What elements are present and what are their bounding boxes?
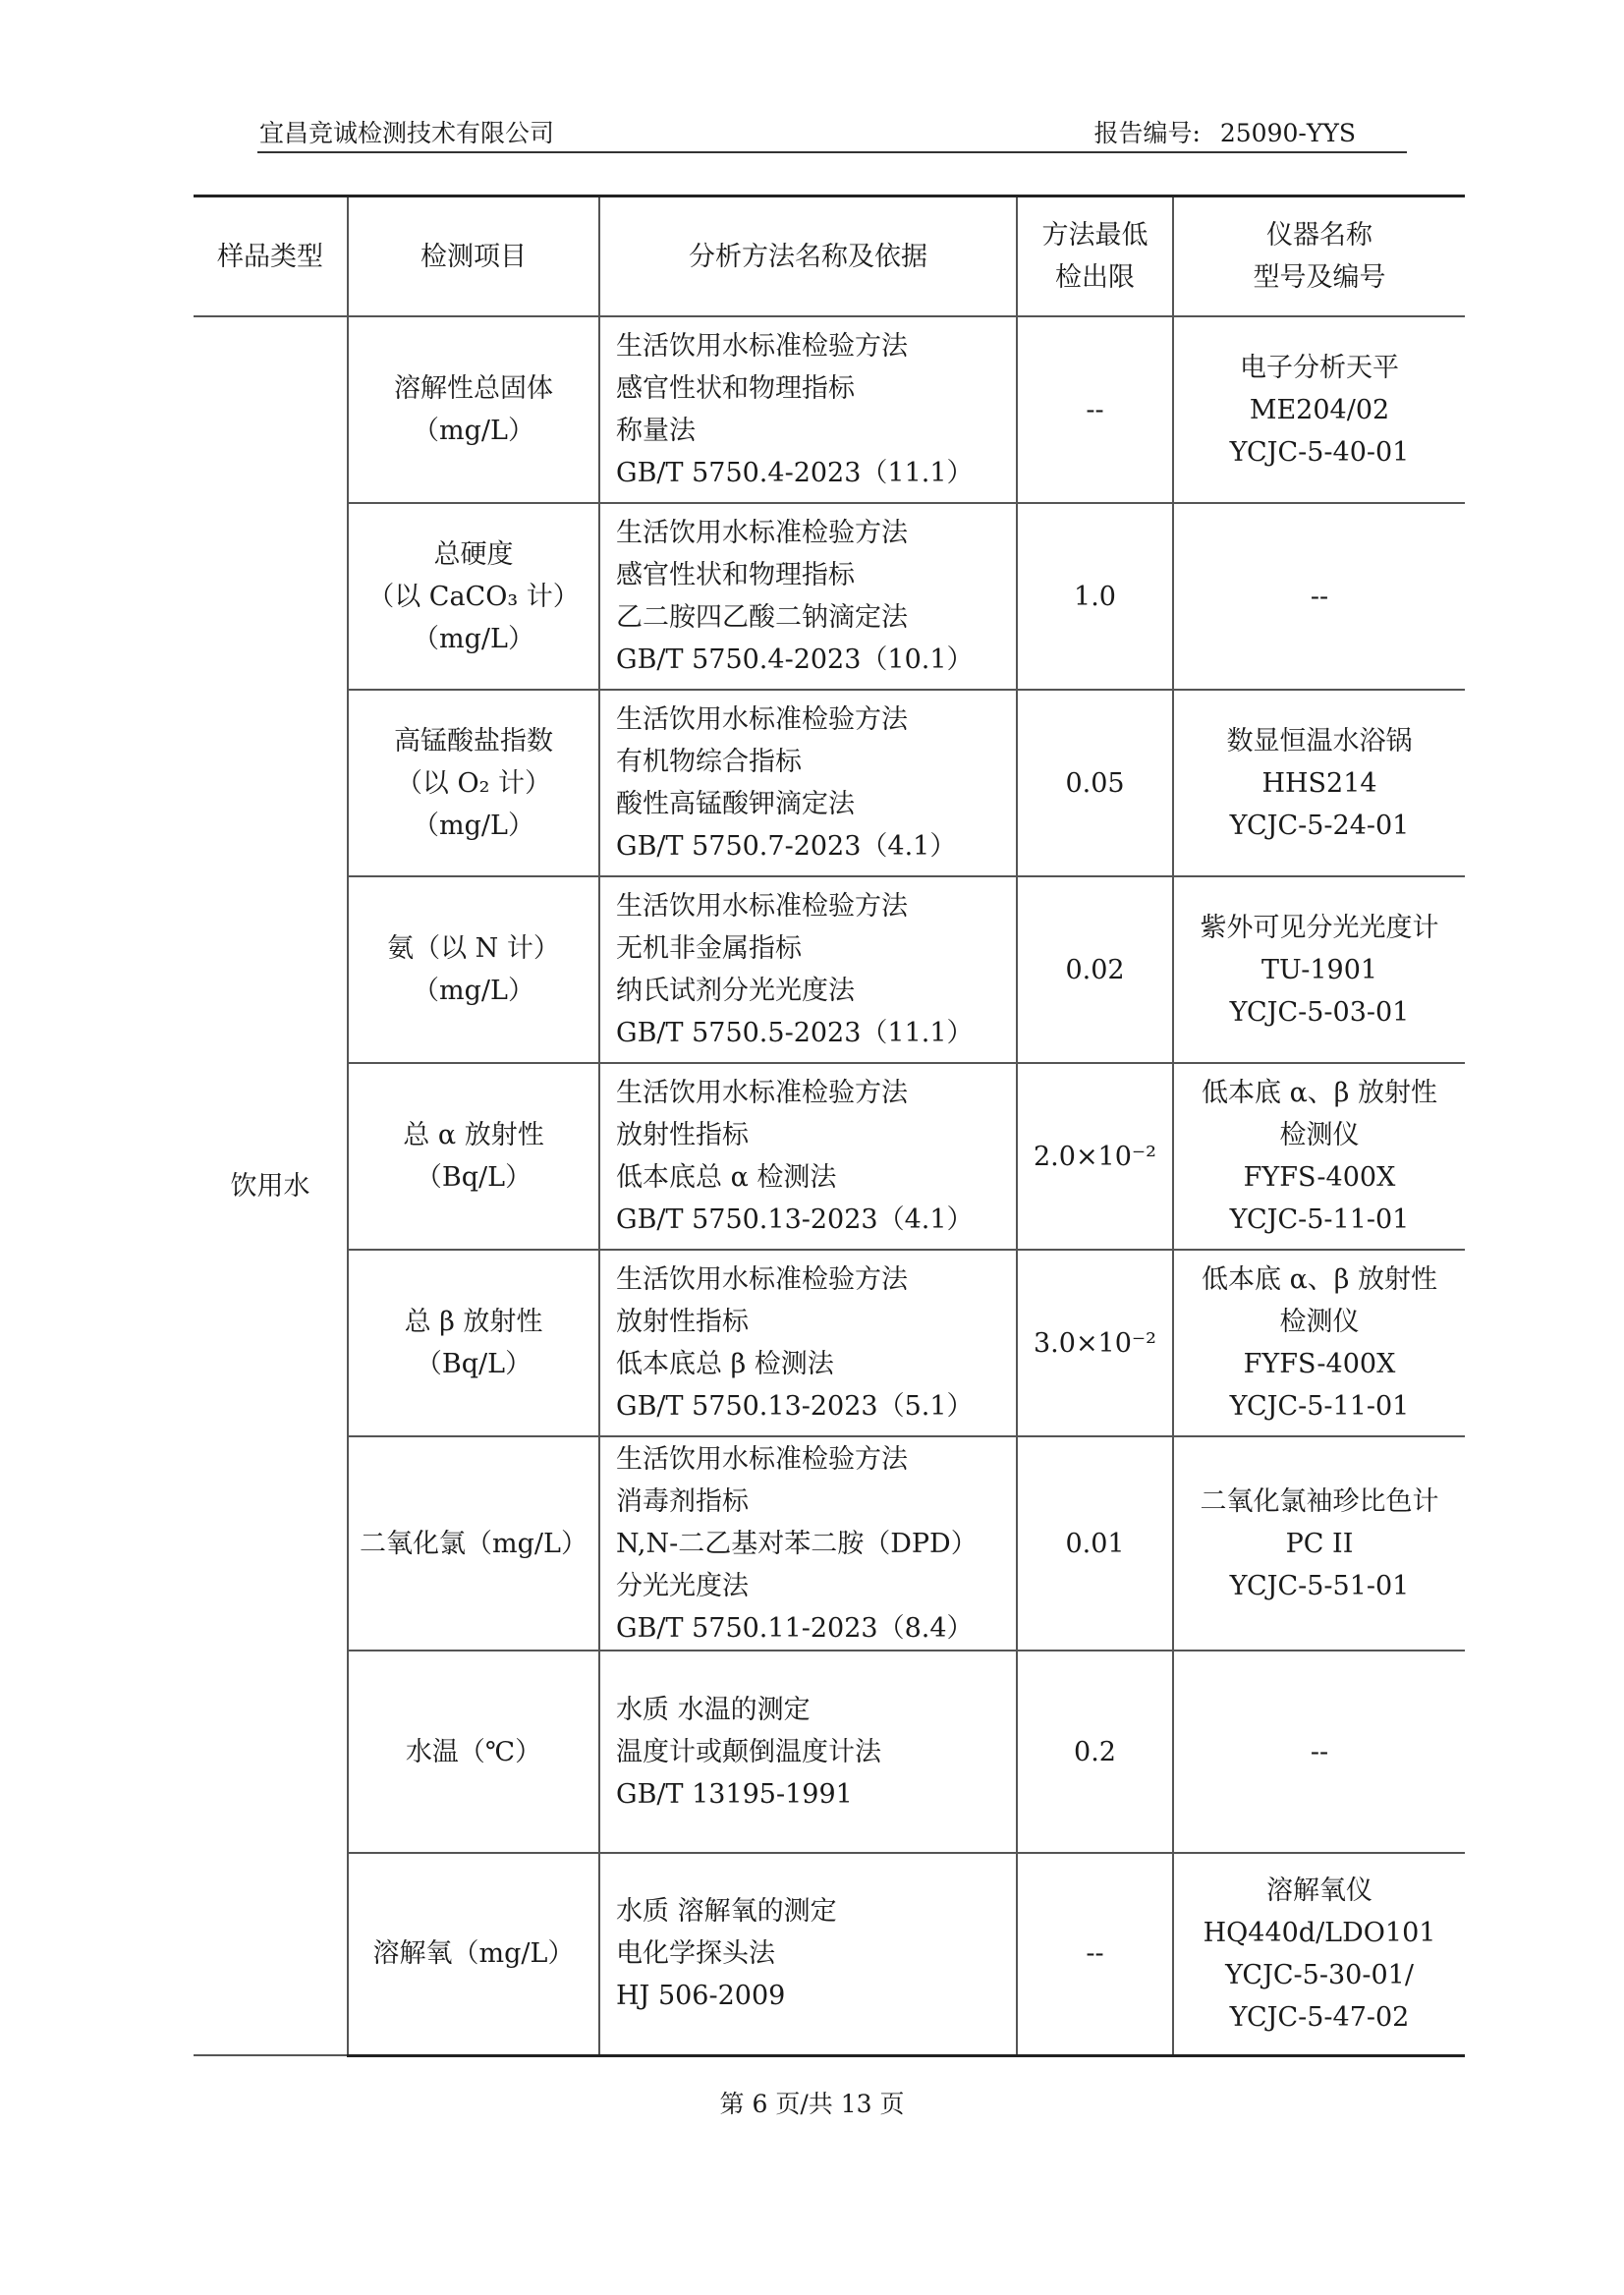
method-line: 温度计或颠倒温度计法: [616, 1736, 881, 1767]
method-line: 分光光度法: [616, 1570, 749, 1601]
instrument-cell: [1173, 1063, 1465, 1250]
method-line: 生活饮用水标准检验方法: [616, 704, 908, 735]
test-item-line: 水温（℃）: [405, 1736, 542, 1767]
table-row: [194, 1063, 1465, 1250]
test-item-line: 二氧化氯（mg/L）: [360, 1528, 588, 1559]
test-item-cell: [348, 1063, 599, 1250]
instrument-cell: [1173, 1651, 1465, 1853]
method-line: 生活饮用水标准检验方法: [616, 518, 908, 548]
method-line: 电化学探头法: [616, 1938, 775, 1970]
detection-limit-cell: 0.02: [1017, 876, 1173, 1063]
method-line: GB/T 5750.7-2023（4.1）: [616, 831, 957, 862]
method-cell: [599, 1853, 1017, 2055]
method-cell: [599, 876, 1017, 1063]
method-line: 酸性高锰酸钾滴定法: [616, 789, 855, 819]
report-number: [1093, 114, 1356, 149]
instrument-line: FYFS-400X: [1243, 1349, 1396, 1379]
method-line: 感官性状和物理指标: [616, 560, 855, 590]
instrument-line: YCJC-5-11-01: [1229, 1204, 1410, 1235]
header-line: 型号及编号: [1253, 262, 1386, 293]
method-line: GB/T 5750.11-2023（8.4）: [616, 1612, 974, 1644]
detection-limit-cell: 0.01: [1017, 1436, 1173, 1651]
method-line: N,N-二乙基对苯二胺（DPD）: [616, 1528, 978, 1559]
test-item-line: （mg/L）: [413, 810, 534, 841]
instrument-line: YCJC-5-47-02: [1229, 2001, 1410, 2033]
method-line: GB/T 5750.13-2023（4.1）: [616, 1204, 974, 1235]
method-line: GB/T 5750.5-2023（11.1）: [616, 1018, 974, 1048]
method-line: GB/T 5750.4-2023（10.1）: [616, 644, 974, 675]
instrument-line: --: [1310, 1736, 1329, 1767]
test-item-cell: [348, 1853, 599, 2055]
method-line: 生活饮用水标准检验方法: [616, 331, 908, 362]
method-line: 低本底总 β 检测法: [616, 1349, 834, 1379]
header-line: 方法最低: [1041, 220, 1148, 251]
detection-limit-cell: 0.05: [1017, 690, 1173, 876]
test-item-line: （mg/L）: [413, 976, 534, 1006]
instrument-line: 电子分析天平: [1240, 352, 1399, 383]
test-item-line: 溶解性总固体: [394, 373, 553, 404]
table-body: [194, 316, 1465, 2055]
instrument-line: PC II: [1285, 1528, 1354, 1559]
instrument-line: 二氧化氯袖珍比色计: [1200, 1485, 1439, 1517]
instrument-line: YCJC-5-40-01: [1229, 436, 1410, 468]
header-instrument: [1173, 196, 1465, 317]
method-cell: [599, 690, 1017, 876]
detection-limit-cell: --: [1017, 316, 1173, 503]
table-row: [194, 1651, 1465, 1853]
detection-limit-cell: 2.0×10⁻²: [1017, 1063, 1173, 1250]
method-line: 生活饮用水标准检验方法: [616, 1443, 908, 1475]
method-line: 纳氏试剂分光光度法: [616, 976, 855, 1006]
company-name: 宜昌竞诚检测技术有限公司: [259, 119, 555, 147]
test-item-line: 总 α 放射性: [403, 1120, 544, 1150]
instrument-line: ME204/02: [1249, 394, 1390, 425]
header-sample-type: [194, 196, 348, 317]
method-line: 有机物综合指标: [616, 747, 802, 777]
instrument-line: HHS214: [1261, 767, 1377, 799]
instrument-line: YCJC-5-11-01: [1229, 1391, 1410, 1422]
detection-limit-cell: 1.0: [1017, 503, 1173, 690]
header-method: [599, 196, 1017, 317]
method-cell: [599, 1063, 1017, 1250]
test-item-cell: [348, 1436, 599, 1651]
test-item-line: （以 CaCO₃ 计）: [367, 581, 580, 612]
test-item-line: 总硬度: [433, 538, 514, 570]
instrument-line: YCJC-5-03-01: [1229, 996, 1410, 1028]
instrument-line: YCJC-5-30-01/: [1225, 1959, 1414, 1990]
header-test-item: [348, 196, 599, 317]
test-method-table: [194, 195, 1465, 2057]
instrument-line: --: [1310, 581, 1329, 612]
instrument-line: 低本底 α、β 放射性: [1201, 1078, 1437, 1108]
test-item-cell: [348, 503, 599, 690]
instrument-line: HQ440d/LDO101: [1203, 1917, 1436, 1948]
method-line: 生活饮用水标准检验方法: [616, 891, 908, 922]
instrument-line: 数显恒温水浴锅: [1226, 725, 1413, 756]
header-detection-limit: [1017, 196, 1173, 317]
test-item-line: 溶解氧（mg/L）: [372, 1938, 575, 1970]
test-item-cell: [348, 1651, 599, 1853]
method-line: HJ 506-2009: [616, 1981, 786, 2012]
instrument-cell: [1173, 1250, 1465, 1436]
test-item-cell: [348, 316, 599, 503]
test-item-cell: [348, 690, 599, 876]
method-line: 低本底总 α 检测法: [616, 1162, 837, 1193]
method-line: 称量法: [616, 416, 696, 446]
instrument-cell: [1173, 503, 1465, 690]
method-line: GB/T 5750.13-2023（5.1）: [616, 1391, 974, 1422]
header-line: 仪器名称: [1266, 220, 1372, 251]
instrument-line: TU-1901: [1260, 954, 1378, 985]
instrument-cell: [1173, 1436, 1465, 1651]
instrument-line: 检测仪: [1279, 1307, 1360, 1337]
method-line: 感官性状和物理指标: [616, 373, 855, 404]
header-line: 分析方法名称及依据: [689, 241, 927, 272]
method-cell: [599, 1651, 1017, 1853]
method-line: 生活饮用水标准检验方法: [616, 1264, 908, 1295]
method-line: 乙二胺四乙酸二钠滴定法: [616, 602, 908, 633]
method-line: 消毒剂指标: [616, 1485, 749, 1517]
method-cell: [599, 1250, 1017, 1436]
instrument-line: YCJC-5-24-01: [1229, 810, 1410, 841]
instrument-line: 低本底 α、β 放射性: [1201, 1264, 1437, 1295]
test-item-line: （mg/L）: [413, 623, 534, 654]
instrument-line: 紫外可见分光光度计: [1200, 912, 1439, 943]
test-item-cell: [348, 876, 599, 1063]
method-line: 放射性指标: [616, 1307, 749, 1337]
table-header-row: [194, 196, 1465, 317]
method-cell: [599, 503, 1017, 690]
header-line: 检测项目: [420, 241, 527, 272]
detection-limit-cell: --: [1017, 1853, 1173, 2055]
test-item-line: （以 O₂ 计）: [395, 767, 552, 799]
table-row: [194, 1436, 1465, 1651]
instrument-cell: [1173, 1853, 1465, 2055]
test-item-line: （mg/L）: [413, 416, 534, 446]
method-cell: [599, 1436, 1017, 1651]
instrument-cell: [1173, 876, 1465, 1063]
method-line: GB/T 13195-1991: [616, 1778, 853, 1810]
method-line: 无机非金属指标: [616, 933, 802, 964]
table-row: [194, 503, 1465, 690]
sample-type-cell: 饮用水: [194, 316, 348, 2055]
table-row: [194, 690, 1465, 876]
page-header: [257, 112, 1407, 153]
test-item-line: 氨（以 N 计）: [387, 933, 560, 964]
method-cell: [599, 316, 1017, 503]
test-item-cell: [348, 1250, 599, 1436]
instrument-line: 溶解氧仪: [1266, 1875, 1372, 1906]
instrument-line: 检测仪: [1279, 1120, 1360, 1150]
header-line: 检出限: [1055, 262, 1135, 293]
table-row: [194, 876, 1465, 1063]
instrument-cell: [1173, 690, 1465, 876]
table-row: [194, 1853, 1465, 2055]
test-item-line: 高锰酸盐指数: [394, 725, 553, 756]
table-row: [194, 1250, 1465, 1436]
table-row: [194, 316, 1465, 503]
method-line: GB/T 5750.4-2023（11.1）: [616, 458, 974, 488]
test-item-line: （Bq/L）: [415, 1349, 532, 1379]
detection-limit-cell: 3.0×10⁻²: [1017, 1250, 1173, 1436]
method-line: 水质 溶解氧的测定: [616, 1896, 837, 1928]
method-line: 放射性指标: [616, 1120, 749, 1150]
detection-limit-cell: 0.2: [1017, 1651, 1173, 1853]
test-item-line: （Bq/L）: [415, 1162, 532, 1193]
test-item-line: 总 β 放射性: [404, 1307, 543, 1337]
method-line: 生活饮用水标准检验方法: [616, 1078, 908, 1108]
instrument-line: YCJC-5-51-01: [1229, 1570, 1410, 1601]
header-line: 样品类型: [217, 241, 323, 272]
report-number-label: 报告编号:: [1093, 119, 1201, 147]
method-line: 水质 水温的测定: [616, 1694, 811, 1725]
instrument-line: FYFS-400X: [1243, 1162, 1396, 1193]
instrument-cell: [1173, 316, 1465, 503]
page-footer: 第 6 页/共 13 页: [719, 2090, 905, 2118]
report-number-value: 25090-YYS: [1219, 119, 1356, 147]
